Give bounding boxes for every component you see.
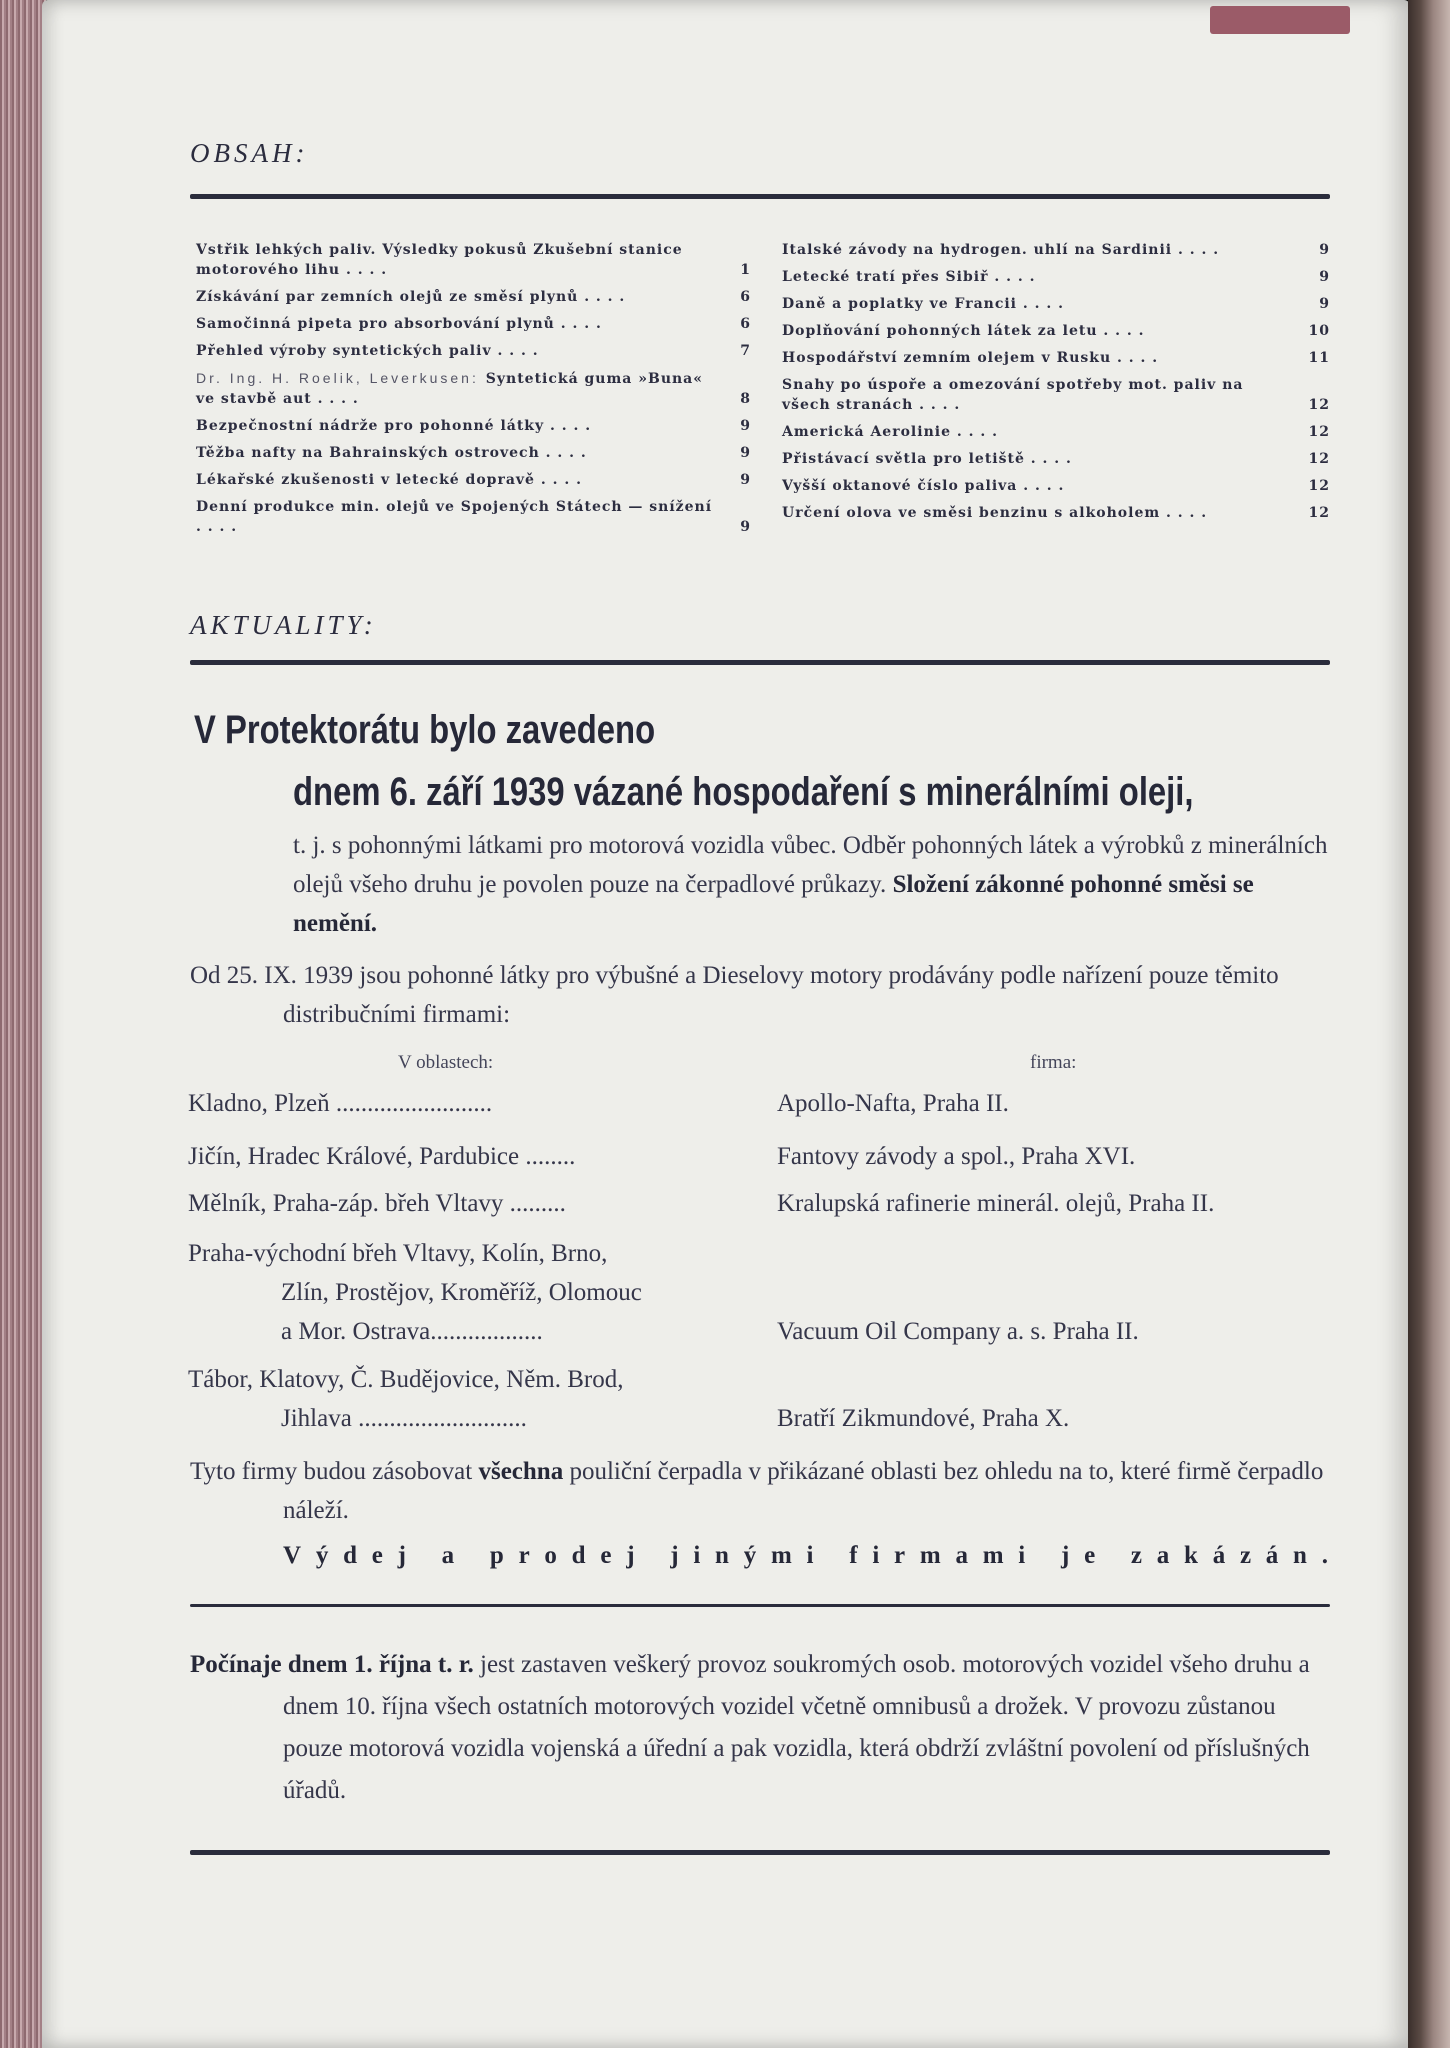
toc-entry-title: Bezpečnostní nádrže pro pohonné látky . . . .: [196, 418, 592, 434]
toc-entry-title: Letecké tratí přes Sibiř . . . .: [782, 269, 1036, 285]
prohibition-letter: a: [441, 1542, 455, 1569]
toc-entry-page: 9: [740, 445, 751, 461]
prohibition-letter: r: [518, 1542, 530, 1569]
prohibition-letter: f: [849, 1542, 858, 1569]
prohibition-letter: [828, 1542, 834, 1570]
prohibition-letter: j: [397, 1542, 406, 1569]
toc-entry-title: Italské závody na hydrogen. uhlí na Sardinii . . . .: [782, 242, 1220, 258]
prohibition-letter: [1110, 1542, 1116, 1570]
prohibition-letter: m: [982, 1542, 1004, 1569]
prohibition-letter: .: [1321, 1542, 1328, 1569]
toc-entry-title: Přehled výroby syntetických paliv . . . .: [196, 343, 539, 359]
prohibition-letter: [421, 1542, 427, 1570]
aktuality-heading: AKTUALITY:: [190, 610, 377, 640]
toc-entry-title: Lékařské zkušenosti v letecké dopravě . . . .: [196, 472, 582, 488]
headline-line-2: dnem 6. září 1939 vázané hospodaření s minerálními oleji,: [293, 770, 1194, 814]
toc-entry: [196, 314, 751, 334]
prohibition-letter: i: [693, 1542, 701, 1569]
intro-bold: Složení zákonné pohonné směsi se nemění.: [293, 871, 1254, 937]
headline-line-1: V Protektorátu bylo zavedeno: [194, 708, 656, 752]
firm-name: Apollo-Nafta, Praha II.: [777, 1090, 1009, 1117]
toc-entry-page: 9: [740, 418, 751, 434]
prohibition-letter: j: [1060, 1542, 1070, 1569]
toc-left-column: [196, 240, 751, 544]
region-row-multiline: Praha-východní břeh Vltavy, Kolín, Brno, Zlín, Prostějov, Kroměříž, Olomouc a Mor. Ostrava..................: [188, 1240, 642, 1345]
prohibition-letter: r: [894, 1542, 906, 1569]
firms-column-header: firma:: [1030, 1052, 1077, 1073]
toc-entry-title: Americká Aerolinie . . . .: [782, 424, 998, 440]
intro-text: t. j. s pohonnými látkami pro motorová vozidla vůbec. Odběr pohonných látek a výrobků z minerálních olejů všeho druhu je povolen pouze na čerpadlové průkazy.: [293, 832, 1328, 898]
toc-entry-page: 6: [740, 316, 751, 332]
prohibition-letter: n: [1293, 1542, 1307, 1569]
prohibition-letter: [469, 1542, 475, 1570]
toc-entry-page: 1: [740, 262, 751, 278]
toc-entry: [196, 368, 751, 409]
toc-entry-page: 12: [1308, 451, 1330, 467]
prohibition-letter: á: [1212, 1542, 1226, 1569]
prohibition-letter: p: [489, 1542, 504, 1569]
toc-entry: [782, 476, 1330, 496]
toc-entry-title: Hospodářství zemním olejem v Rusku . . . .: [782, 350, 1159, 366]
toc-entry: [196, 443, 751, 463]
toc-entry: [782, 503, 1330, 523]
toc-entry-page: 12: [1308, 397, 1330, 413]
bottom-rule: [190, 1850, 1330, 1855]
toc-entry-title: Snahy po úspoře a omezování spotřeby mot. paliv na všech stranách . . . .: [782, 377, 1244, 413]
prohibition-letter: V: [283, 1542, 302, 1569]
prohibition-letter: a: [955, 1542, 968, 1569]
prohibition-letter: d: [571, 1542, 586, 1569]
supply-paragraph: Tyto firmy budou zásobovat všechna pouliční čerpadla v přikázané oblasti bez ohledu na to, které firmě čerpadlo náleží.: [190, 1458, 1324, 1524]
toc-entry-title: Vyšší oktanové číslo paliva . . . .: [782, 478, 1065, 494]
distribution-paragraph: [190, 956, 1330, 1034]
prohibition-letter: [1040, 1542, 1046, 1570]
toc-entry: [782, 348, 1330, 368]
prohibition-letter: [649, 1542, 655, 1570]
firm-name: Bratří Zikmundové, Praha X.: [777, 1405, 1070, 1432]
prohibition-letter: n: [715, 1542, 729, 1569]
prohibition-letter: ý: [315, 1542, 329, 1569]
book-edge: [1408, 0, 1450, 2048]
firm-name: Vacuum Oil Company a. s. Praha II.: [777, 1318, 1139, 1345]
prohibition-letter: a: [1156, 1542, 1170, 1569]
prohibition-notice: [283, 1542, 1328, 1570]
toc-entry: [782, 267, 1330, 287]
toc-heading: OBSAH:: [190, 138, 309, 168]
toc-entry: [782, 294, 1330, 314]
prohibition-letter: j: [626, 1542, 635, 1569]
prohibition-letter: k: [1184, 1542, 1198, 1569]
toc-entry-title: Přistávací světla pro letiště . . . .: [782, 451, 1072, 467]
prohibition-letter: e: [1084, 1542, 1096, 1569]
toc-entry: [782, 375, 1330, 415]
toc-entry: [782, 321, 1330, 341]
toc-entry-page: 8: [740, 391, 751, 407]
toc-entry-page: 12: [1308, 505, 1330, 521]
toc-entry-page: 12: [1308, 424, 1330, 440]
book-spine: [0, 0, 46, 2048]
toc-entry: [782, 449, 1330, 469]
toc-entry: [196, 497, 751, 537]
toc-entry-title: Daně a poplatky ve Francii . . . .: [782, 296, 1064, 312]
toc-entry-page: 10: [1308, 323, 1330, 339]
toc-entry-title: Určení olova ve směsi benzinu s alkoholem . . . .: [782, 505, 1208, 521]
intro-paragraph: [293, 826, 1333, 943]
toc-entry: [196, 416, 751, 436]
regions-column-header: V oblastech:: [398, 1052, 494, 1073]
prohibition-letter: ý: [743, 1542, 757, 1569]
toc-entry: [196, 341, 751, 361]
toc-entry-page: 7: [740, 343, 751, 359]
toc-entry-page: 12: [1308, 478, 1330, 494]
toc-entry: [782, 422, 1330, 442]
prohibition-letter: á: [1265, 1542, 1279, 1569]
toc-entry-title: Doplňování pohonných látek za letu . . . .: [782, 323, 1145, 339]
toc-entry-page: 6: [740, 289, 751, 305]
toc-entry: [782, 240, 1330, 260]
prohibition-letter: m: [919, 1542, 941, 1569]
region-row: Kladno, Plzeň .........................: [188, 1090, 493, 1117]
toc-rule: [190, 194, 1330, 199]
prohibition-letter: e: [600, 1542, 612, 1569]
toc-entry: [196, 470, 751, 490]
toc-entry-title: Těžba nafty na Bahrainských ostrovech . . . .: [196, 445, 587, 461]
toc-entry-title: Denní produkce min. olejů ve Spojených Státech — snížení . . . .: [196, 499, 713, 535]
prohibition-letter: z: [1239, 1542, 1252, 1569]
toc-entry: [196, 287, 751, 307]
toc-entry-page: 9: [1319, 296, 1330, 312]
page-content: [190, 0, 1330, 2048]
divider-rule: [190, 1604, 1330, 1607]
traffic-paragraph: Počínaje dnem 1. října t. r. jest zastaven veškerý provoz soukromých osob. motorových vozidel všeho druhu a dnem 10. října všech ostatních motorových vozidel včetně omnibusů a drožek. V provozu zůstanou pouze motorová vozidla vojenská a úřední a pak vozidla, která obdrží zvláštní povolení od příslušných úřadů.: [190, 1651, 1310, 1804]
toc-entry-page: 9: [1319, 269, 1330, 285]
prohibition-letter: o: [544, 1542, 557, 1569]
region-row: Jičín, Hradec Králové, Pardubice ........: [188, 1143, 576, 1170]
prohibition-letter: i: [872, 1542, 880, 1569]
distribution-text: Od 25. IX. 1939 jsou pohonné látky pro výbušné a Dieselovy motory prodávány podle nařízení pouze těmito distribučními firmami:: [190, 962, 1279, 1028]
toc-entry-page: 11: [1308, 350, 1330, 366]
prohibition-letter: m: [770, 1542, 792, 1569]
prohibition-letter: i: [806, 1542, 814, 1569]
toc-entry-page: 9: [740, 472, 751, 488]
aktuality-rule: [190, 660, 1330, 665]
toc-entry: [196, 240, 751, 280]
region-row-multiline: Tábor, Klatovy, Č. Budějovice, Něm. Brod, Jihlava ...........................: [188, 1366, 624, 1432]
toc-right-column: [782, 240, 1330, 530]
toc-entry-page: 9: [1319, 242, 1330, 258]
prohibition-letter: j: [670, 1542, 679, 1569]
prohibition-letter: z: [1130, 1542, 1143, 1569]
toc-entry-page: 9: [740, 519, 751, 535]
firm-name: Kralupská rafinerie minerál. olejů, Praha II.: [777, 1190, 1215, 1217]
region-row: Mělník, Praha-záp. břeh Vltavy .........: [188, 1190, 566, 1217]
toc-entry-title: Samočinná pipeta pro absorbování plynů . . . .: [196, 316, 602, 332]
toc-entry-author: Dr. Ing. H. Roelik, Leverkusen:: [196, 370, 486, 386]
toc-entry-title: Získávání par zemních olejů ze směsí plynů . . . .: [196, 289, 626, 305]
firm-name: Fantovy závody a spol., Praha XVI.: [777, 1143, 1136, 1170]
toc-entry-title: Vstřik lehkých paliv. Výsledky pokusů Zkušební stanice motorového lihu . . . .: [196, 242, 683, 278]
prohibition-letter: d: [343, 1542, 357, 1569]
prohibition-letter: i: [1018, 1542, 1026, 1569]
prohibition-letter: e: [371, 1542, 383, 1569]
toc-entry-title: Dr. Ing. H. Roelik, Leverkusen: Syntetická guma »Buna« ve stavbě aut . . . .: [196, 370, 704, 407]
